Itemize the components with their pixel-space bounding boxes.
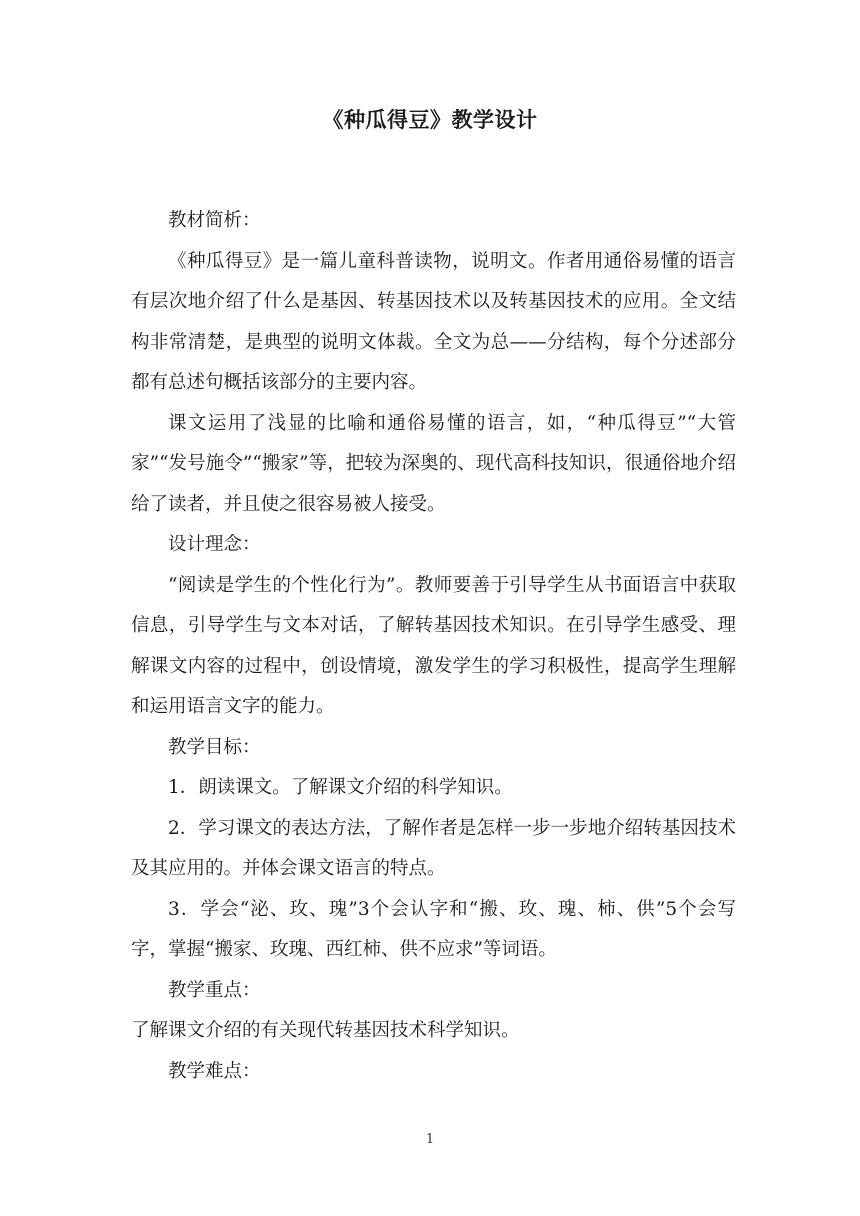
section-heading-goals: 教学目标： [168,736,261,758]
paragraph-key-points: 了解课文介绍的有关现代转基因技术科学知识。 [131,1020,520,1041]
page-number: 1 [425,1132,435,1147]
section-heading-analysis: 教材简析： [168,210,261,231]
section-heading-concept: 设计理念： [168,534,261,555]
paragraph-analysis-1: 《种瓜得豆》是一篇儿童科普读物，说明文。作者用通俗易懂的语言有层次地介绍了什么是基因、转基因技术以及转基因技术的应用。全文结构非常清楚，是典型的说明文体裁。全文为总——分结构，每个分述部分都有总述句概括该部分的主要内容。 [131,250,736,393]
section-heading-key-points: 教学重点： [168,979,261,1001]
document-body [131,201,736,1092]
paragraph-analysis-2: 课文运用了浅显的比喻和通俗易懂的语言，如，“种瓜得豆”“大管家”“发号施令”“搬家”等，把较为深奥的、现代高科技知识，很通俗地介绍给了读者，并且使之很容易被人接受。 [131,412,736,515]
paragraph-concept: “阅读是学生的个性化行为”。教师要善于引导学生从书面语言中获取信息，引导学生与文本对话，了解转基因技术知识。在引导学生感受、理解课文内容的过程中，创设情境，激发学生的学习积极性，提高学生理解和运用语言文字的能力。 [131,574,736,717]
goal-item-1: 1．朗读课文。了解课文介绍的科学知识。 [168,777,513,798]
goal-item-2: 2．学习课文的表达方法，了解作者是怎样一步一步地介绍转基因技术及其应用的。并体会课文语言的特点。 [131,817,736,879]
goal-item-3: 3．学会“泌、玫、瑰”3个会认字和“搬、玫、瑰、柿、供”5个会写字，掌握“搬家、玫瑰、西红柿、供不应求”等词语。 [131,898,736,960]
document-title: 《种瓜得豆》教学设计 [322,108,538,132]
section-heading-difficulties: 教学难点： [168,1060,261,1082]
